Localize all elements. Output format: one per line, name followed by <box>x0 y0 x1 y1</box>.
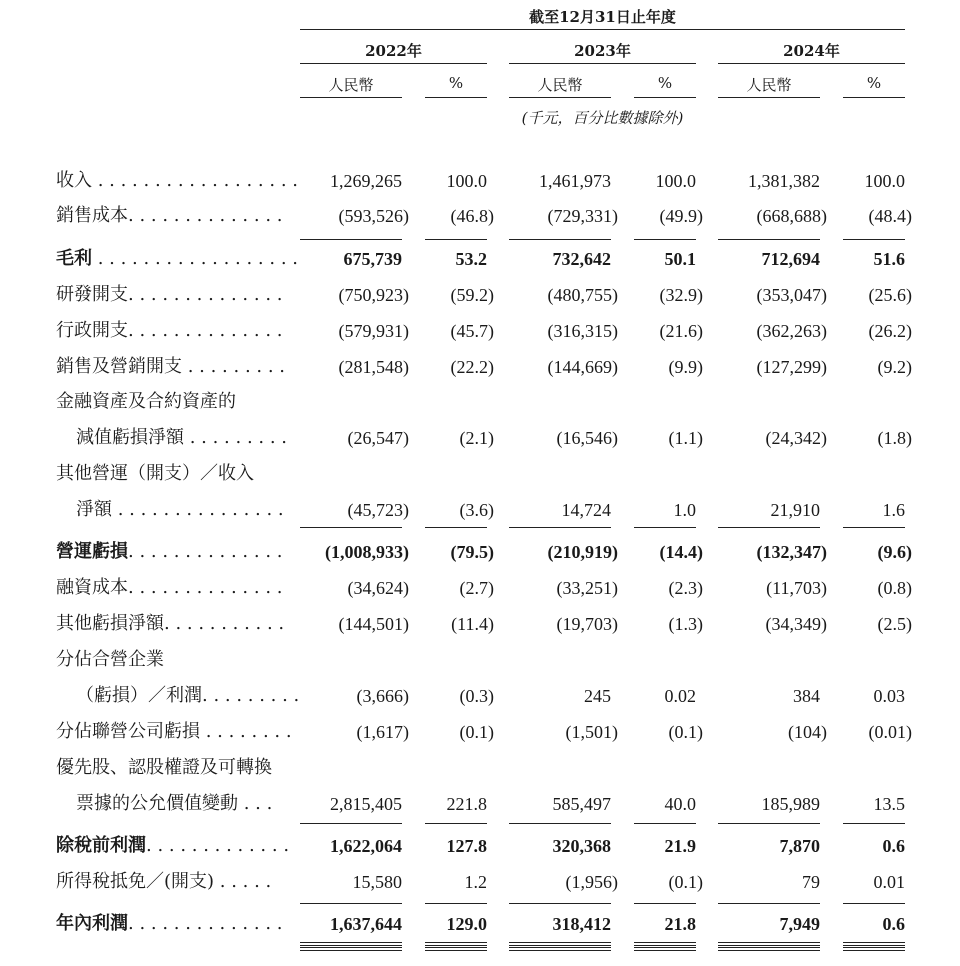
cell-value: (0.01) <box>868 722 912 742</box>
double-underline <box>300 942 402 946</box>
row-label <box>56 757 272 779</box>
double-underline <box>634 947 696 951</box>
year-rule-2022 <box>300 63 487 64</box>
cell-value: (2.3) <box>668 578 703 598</box>
row-label-text: 減值虧損淨額 <box>76 427 184 448</box>
subtotal-rule <box>509 903 611 904</box>
double-underline <box>718 947 820 951</box>
cell-value: (34,624) <box>347 578 409 598</box>
row-label <box>76 427 287 449</box>
cell-value: 675,739 <box>343 249 402 269</box>
subtotal-rule <box>300 239 402 240</box>
cell-value: 53.2 <box>455 249 487 269</box>
row-leader-dots: . . . . . . . . . <box>202 685 300 706</box>
row-label-text: 銷售及營銷開支 <box>56 356 182 377</box>
row-leader-dots: . . . <box>238 793 273 814</box>
row-label <box>56 248 298 270</box>
year-2022: 2022年 <box>365 42 422 60</box>
cell-value: 21.8 <box>664 914 696 934</box>
row-label-text: 其他營運（開支）／收入 <box>56 463 254 484</box>
row-leader-dots: . . . . . . . . . . . . . . . . . . <box>92 248 298 269</box>
cell-value: (21.6) <box>659 321 703 341</box>
cell-value: 40.0 <box>664 794 696 814</box>
subtotal-rule <box>718 903 820 904</box>
pct-2023: % <box>657 74 673 92</box>
row-label <box>56 541 283 563</box>
cell-value: (45.7) <box>450 321 494 341</box>
row-label <box>56 170 298 192</box>
cell-value: (729,331) <box>547 206 618 226</box>
cell-value: (33,251) <box>556 578 618 598</box>
subtotal-rule <box>634 903 696 904</box>
row-label-text: 行政開支 <box>56 320 128 341</box>
cell-value: (0.1) <box>459 722 494 742</box>
cell-value: (22.2) <box>450 357 494 377</box>
cell-value: 100.0 <box>655 171 696 191</box>
cell-value: (2.1) <box>459 428 494 448</box>
row-leader-dots: . . . . . . . . . . . . . . . . . . <box>92 170 298 191</box>
subtotal-rule <box>634 239 696 240</box>
row-leader-dots: . . . . . . . . . . . . . . <box>128 320 283 341</box>
subtotal-rule <box>843 239 905 240</box>
cell-value: (0.3) <box>459 686 494 706</box>
row-label <box>56 835 289 857</box>
cell-value: (79.5) <box>450 542 494 562</box>
cell-value: (593,526) <box>338 206 409 226</box>
cell-value: (3.6) <box>459 500 494 520</box>
cell-value: 0.03 <box>873 686 905 706</box>
cell-value: (26,547) <box>347 428 409 448</box>
subtotal-rule <box>425 239 487 240</box>
cell-value: 185,989 <box>761 794 820 814</box>
cell-value: (9.9) <box>668 357 703 377</box>
year-rule-2024 <box>718 63 905 64</box>
cell-value: (16,546) <box>556 428 618 448</box>
header-rule <box>300 29 905 30</box>
row-label <box>76 499 284 521</box>
double-underline <box>509 947 611 951</box>
row-label <box>76 793 272 815</box>
row-label-text: 除稅前利潤 <box>56 835 146 856</box>
cell-value: 1,461,973 <box>539 171 611 191</box>
cell-value: (750,923) <box>338 285 409 305</box>
row-label <box>56 577 283 599</box>
cell-value: (11,703) <box>766 578 827 598</box>
cell-value: (127,299) <box>756 357 827 377</box>
cell-value: 14,724 <box>561 500 611 520</box>
cell-value: (45,723) <box>347 500 409 520</box>
cell-value: (353,047) <box>756 285 827 305</box>
cell-value: 0.01 <box>873 872 905 892</box>
row-label <box>76 685 299 707</box>
cell-value: 245 <box>584 686 611 706</box>
cell-value: 384 <box>793 686 820 706</box>
cell-value: 15,580 <box>352 872 402 892</box>
currency-rule-2022 <box>300 97 402 98</box>
cell-value: 320,368 <box>552 836 611 856</box>
cell-value: (46.8) <box>450 206 494 226</box>
cell-value: 13.5 <box>873 794 905 814</box>
row-label-text: 銷售成本 <box>56 205 128 226</box>
cell-value: (14.4) <box>659 542 703 562</box>
row-leader-dots: . . . . . . . . . . . . . <box>146 835 290 856</box>
cell-value: (210,919) <box>547 542 618 562</box>
double-underline <box>843 942 905 946</box>
cell-value: (362,263) <box>756 321 827 341</box>
cell-value: 79 <box>802 872 820 892</box>
row-leader-dots: . . . . . . . . . . . . . . . <box>112 499 284 520</box>
row-label <box>56 391 236 413</box>
row-label-text: 票據的公允價值變動 <box>76 793 238 814</box>
cell-value: (0.1) <box>668 872 703 892</box>
row-leader-dots: . . . . . . . . . . . . . . <box>128 205 283 226</box>
year-2024: 2024年 <box>783 42 840 60</box>
period-title: 截至12月31日止年度 <box>529 8 676 26</box>
subtotal-rule <box>509 823 611 824</box>
year-2023: 2023年 <box>574 42 631 60</box>
row-label-text: 收入 <box>56 170 92 191</box>
row-label-text: 年內利潤 <box>56 913 128 934</box>
cell-value: (24,342) <box>765 428 827 448</box>
cell-value: (34,349) <box>765 614 827 634</box>
row-label-text: 分佔合營企業 <box>56 649 164 670</box>
row-label-text: 融資成本 <box>56 577 128 598</box>
row-label-text: 毛利 <box>56 248 92 269</box>
cell-value: 0.02 <box>664 686 696 706</box>
subtotal-rule <box>425 527 487 528</box>
cell-value: (144,501) <box>338 614 409 634</box>
row-label-text: 營運虧損 <box>56 541 128 562</box>
cell-value: 21.9 <box>664 836 696 856</box>
cell-value: 100.0 <box>864 171 905 191</box>
double-underline <box>843 947 905 951</box>
cell-value: 1,269,265 <box>330 171 402 191</box>
subtotal-rule <box>425 823 487 824</box>
cell-value: 0.6 <box>882 914 905 934</box>
row-label <box>56 871 271 893</box>
subtotal-rule <box>843 527 905 528</box>
row-label-text: 分佔聯營公司虧損 <box>56 721 200 742</box>
subtotal-rule <box>634 527 696 528</box>
cell-value: 21,910 <box>770 500 820 520</box>
row-leader-dots: . . . . . . . . . . . . . . <box>128 284 283 305</box>
cell-value: 318,412 <box>552 914 611 934</box>
currency-2023: 人民幣 <box>537 76 583 94</box>
cell-value: 7,949 <box>779 914 820 934</box>
row-label-text: （虧損）／利潤 <box>76 685 202 706</box>
cell-value: (49.9) <box>659 206 703 226</box>
row-label-text: 研發開支 <box>56 284 128 305</box>
row-label <box>56 284 283 306</box>
cell-value: (3,666) <box>356 686 409 706</box>
subtotal-rule <box>718 239 820 240</box>
row-label <box>56 913 283 935</box>
cell-value: (0.1) <box>668 722 703 742</box>
cell-value: 1.0 <box>673 500 696 520</box>
cell-value: (2.7) <box>459 578 494 598</box>
cell-value: (281,548) <box>338 357 409 377</box>
cell-value: (1.1) <box>668 428 703 448</box>
subtotal-rule <box>509 239 611 240</box>
row-leader-dots: . . . . . . . . . . . . . . <box>128 577 283 598</box>
row-label-text: 淨額 <box>76 499 112 520</box>
cell-value: 50.1 <box>664 249 696 269</box>
unit-note: (千元，百分比數據除外) <box>521 109 684 127</box>
cell-value: 127.8 <box>446 836 487 856</box>
cell-value: 585,497 <box>552 794 611 814</box>
cell-value: (9.2) <box>877 357 912 377</box>
cell-value: 732,642 <box>552 249 611 269</box>
cell-value: (19,703) <box>556 614 618 634</box>
cell-value: (32.9) <box>659 285 703 305</box>
cell-value: 7,870 <box>779 836 820 856</box>
row-leader-dots: . . . . . . . . <box>200 721 292 742</box>
row-label-text: 所得稅抵免／(開支) <box>56 871 215 892</box>
row-leader-dots: . . . . . <box>214 871 272 892</box>
row-label <box>56 320 283 342</box>
cell-value: (1.3) <box>668 614 703 634</box>
cell-value: (2.5) <box>877 614 912 634</box>
subtotal-rule <box>843 903 905 904</box>
row-label-text: 優先股、認股權證及可轉換 <box>56 757 272 778</box>
cell-value: (668,688) <box>756 206 827 226</box>
subtotal-rule <box>300 903 402 904</box>
cell-value: (104) <box>788 722 827 742</box>
cell-value: (1,956) <box>565 872 618 892</box>
subtotal-rule <box>843 823 905 824</box>
pct-2024: % <box>866 74 882 92</box>
currency-rule-2024 <box>718 97 820 98</box>
row-leader-dots: . . . . . . . . . <box>182 356 285 377</box>
row-label <box>56 356 285 378</box>
double-underline <box>718 942 820 946</box>
cell-value: (132,347) <box>756 542 827 562</box>
row-leader-dots: . . . . . . . . . . . . . . <box>128 541 283 562</box>
row-label <box>56 613 284 635</box>
pct-rule-2024 <box>843 97 905 98</box>
row-label-text: 其他虧損淨額 <box>56 613 164 634</box>
cell-value: 1.2 <box>464 872 487 892</box>
cell-value: (1,501) <box>565 722 618 742</box>
double-underline <box>425 942 487 946</box>
cell-value: 51.6 <box>873 249 905 269</box>
row-leader-dots: . . . . . . . . . <box>184 427 287 448</box>
cell-value: (316,315) <box>547 321 618 341</box>
cell-value: 1,637,644 <box>330 914 402 934</box>
double-underline <box>425 947 487 951</box>
subtotal-rule <box>509 527 611 528</box>
cell-value: 1,622,064 <box>330 836 402 856</box>
year-rule-2023 <box>509 63 696 64</box>
subtotal-rule <box>300 823 402 824</box>
row-label-text: 金融資產及合約資產的 <box>56 391 236 412</box>
row-label <box>56 721 292 743</box>
cell-value: (144,669) <box>547 357 618 377</box>
cell-value: (59.2) <box>450 285 494 305</box>
cell-value: (9.6) <box>877 542 912 562</box>
double-underline <box>634 942 696 946</box>
currency-2022: 人民幣 <box>328 76 374 94</box>
cell-value: (480,755) <box>547 285 618 305</box>
cell-value: (579,931) <box>338 321 409 341</box>
cell-value: 712,694 <box>761 249 820 269</box>
cell-value: (25.6) <box>868 285 912 305</box>
cell-value: 1.6 <box>882 500 905 520</box>
cell-value: (1.8) <box>877 428 912 448</box>
pct-rule-2023 <box>634 97 696 98</box>
double-underline <box>300 947 402 951</box>
double-underline <box>509 942 611 946</box>
cell-value: 100.0 <box>446 171 487 191</box>
cell-value: (11.4) <box>451 614 494 634</box>
cell-value: (0.8) <box>877 578 912 598</box>
row-label <box>56 205 283 227</box>
subtotal-rule <box>718 527 820 528</box>
subtotal-rule <box>634 823 696 824</box>
cell-value: 2,815,405 <box>330 794 402 814</box>
cell-value: (1,008,933) <box>325 542 409 562</box>
row-label <box>56 649 164 671</box>
currency-rule-2023 <box>509 97 611 98</box>
pct-rule-2022 <box>425 97 487 98</box>
cell-value: (1,617) <box>356 722 409 742</box>
subtotal-rule <box>718 823 820 824</box>
cell-value: (26.2) <box>868 321 912 341</box>
subtotal-rule <box>425 903 487 904</box>
row-label <box>56 463 254 485</box>
row-leader-dots: . . . . . . . . . . . <box>164 613 285 634</box>
cell-value: 129.0 <box>446 914 487 934</box>
cell-value: 221.8 <box>446 794 487 814</box>
subtotal-rule <box>300 527 402 528</box>
cell-value: 0.6 <box>882 836 905 856</box>
cell-value: 1,381,382 <box>748 171 820 191</box>
pct-2022: % <box>448 74 464 92</box>
cell-value: (48.4) <box>868 206 912 226</box>
currency-2024: 人民幣 <box>746 76 792 94</box>
row-leader-dots: . . . . . . . . . . . . . . <box>128 913 283 934</box>
